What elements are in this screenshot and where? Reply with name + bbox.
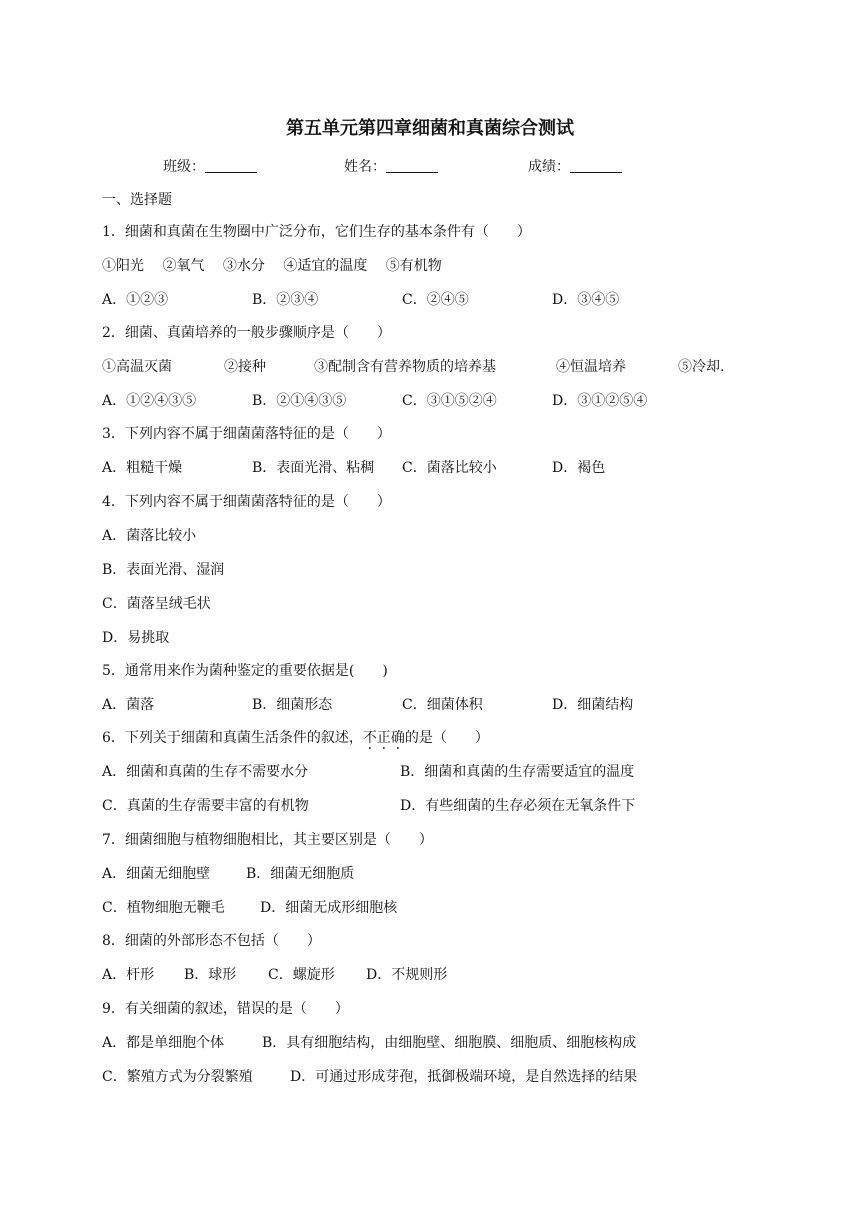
question-9-stem: 9．有关细菌的叙述，错误的是（ ）: [102, 1001, 349, 1017]
question-5-option-a: A．菌落: [102, 697, 155, 713]
question-2-item-4: ④恒温培养: [556, 359, 626, 375]
score-field: 成绩：: [528, 156, 622, 176]
emphasis-char: 不: [362, 730, 377, 746]
question-9-option-a: A．都是单细胞个体: [102, 1035, 225, 1051]
question-2-option-d: D．③①②⑤④: [552, 393, 648, 409]
question-9-option-d: D．可通过形成芽孢，抵御极端环境，是自然选择的结果: [290, 1069, 638, 1085]
question-8-option-d: D．不规则形: [366, 967, 448, 983]
class-blank: [205, 158, 257, 173]
question-5-option-d: D．细菌结构: [552, 697, 634, 713]
question-8-option-b: B．球形: [184, 967, 237, 983]
question-1-stem: 1．细菌和真菌在生物圈中广泛分布，它们生存的基本条件有（ ）: [102, 224, 531, 240]
question-7-stem: 7．细菌细胞与植物细胞相比，其主要区别是（ ）: [102, 832, 433, 848]
question-1-option-b: B．②③④: [252, 292, 319, 308]
question-2-item-3: ③配制含有营养物质的培养基: [314, 359, 496, 375]
question-1-option-c: C．②④⑤: [402, 292, 469, 308]
question-3-option-c: C．菌落比较小: [402, 460, 497, 476]
question-9-option-b: B．具有细胞结构，由细胞壁、细胞膜、细胞质、细胞核构成: [262, 1035, 637, 1051]
question-6-option-a: A．细菌和真菌的生存不需要水分: [102, 764, 309, 780]
question-1-option-d: D．③④⑤: [552, 292, 620, 308]
question-8-option-c: C．螺旋形: [268, 967, 335, 983]
question-5-stem: 5．通常用来作为菌种鉴定的重要依据是( ): [102, 663, 388, 679]
question-2-item-2: ②接种: [224, 359, 266, 375]
question-1-items: ①阳光 ②氧气 ③水分 ④适宜的温度 ⑤有机物: [102, 258, 442, 274]
question-7-option-d: D．细菌无成形细胞核: [260, 900, 398, 916]
question-2-option-b: B．②①④③⑤: [252, 393, 347, 409]
question-2-option-a: A．①②④③⑤: [102, 393, 197, 409]
score-blank: [570, 158, 622, 173]
question-3-option-d: D．褐色: [552, 460, 606, 476]
question-7-option-b: B．细菌无细胞质: [246, 866, 355, 882]
question-8-option-a: A．杆形: [102, 967, 155, 983]
question-2-item-5: ⑤冷却.: [678, 359, 725, 375]
student-info-row: [0, 156, 860, 178]
class-field: 班级：: [163, 156, 257, 176]
question-4-option-a: A．菌落比较小: [102, 528, 197, 544]
section-heading: 一、选择题: [102, 192, 172, 208]
page-title: 第五单元第四章细菌和真菌综合测试: [286, 118, 574, 139]
question-2-option-c: C．③①⑤②④: [402, 393, 497, 409]
question-6-option-b: B．细菌和真菌的生存需要适宜的温度: [400, 764, 635, 780]
question-6-stem: 6．下列关于细菌和真菌生活条件的叙述，不正确的是（ ）: [102, 730, 489, 746]
question-3-option-a: A．粗糙干燥: [102, 460, 183, 476]
question-2-stem: 2．细菌、真菌培养的一般步骤顺序是（ ）: [102, 325, 391, 341]
question-3-option-b: B．表面光滑、粘稠: [252, 460, 375, 476]
question-4-option-d: D．易挑取: [102, 630, 170, 646]
name-blank: [386, 158, 438, 173]
question-8-stem: 8．细菌的外部形态不包括（ ）: [102, 933, 321, 949]
question-4-option-b: B．表面光滑、湿润: [102, 562, 225, 578]
question-7-option-a: A．细菌无细胞壁: [102, 866, 211, 882]
name-field: 姓名：: [344, 156, 438, 176]
question-7-option-c: C．植物细胞无鞭毛: [102, 900, 225, 916]
question-4-stem: 4．下列内容不属于细菌菌落特征的是（ ）: [102, 494, 391, 510]
question-1-option-a: A．①②③: [102, 292, 169, 308]
question-2-item-1: ①高温灭菌: [102, 359, 172, 375]
question-3-stem: 3．下列内容不属于细菌菌落特征的是（ ）: [102, 426, 391, 442]
emphasis-char: 确: [390, 730, 405, 746]
question-9-option-c: C．繁殖方式为分裂繁殖: [102, 1069, 253, 1085]
question-5-option-b: B．细菌形态: [252, 697, 333, 713]
question-4-option-c: C．菌落呈绒毛状: [102, 596, 211, 612]
question-6-option-d: D．有些细菌的生存必须在无氧条件下: [400, 798, 636, 814]
emphasis-char: 正: [376, 730, 391, 746]
question-6-option-c: C．真菌的生存需要丰富的有机物: [102, 798, 309, 814]
question-5-option-c: C．细菌体积: [402, 697, 483, 713]
